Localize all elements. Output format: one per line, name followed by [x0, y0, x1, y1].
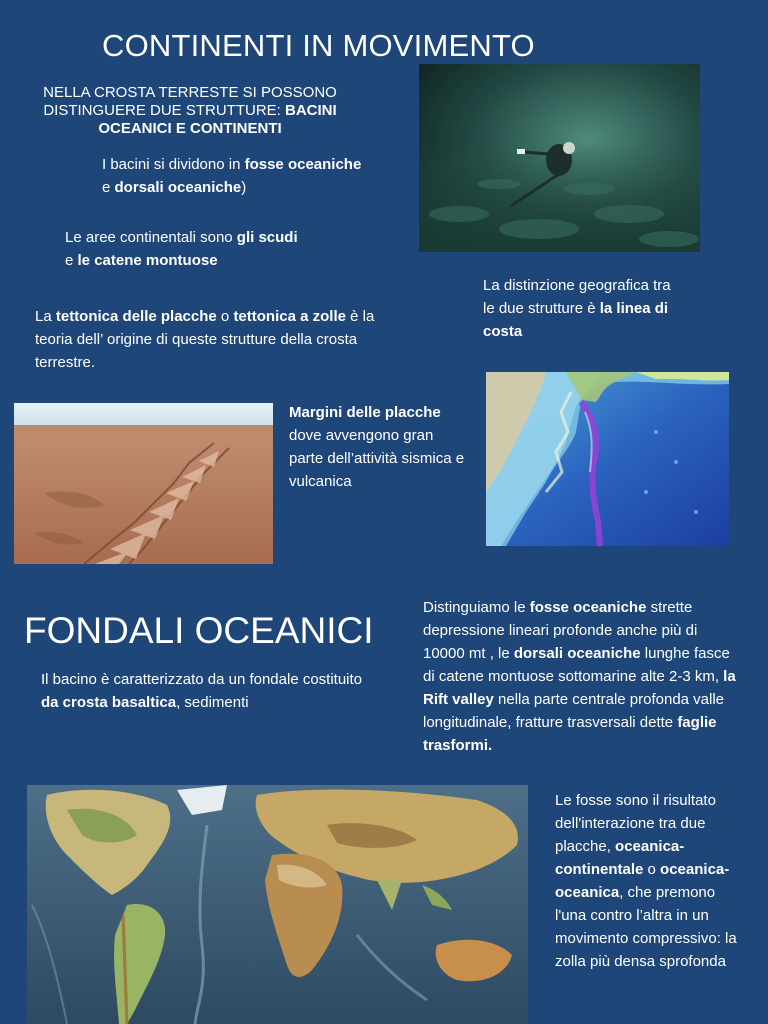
page-title: CONTINENTI IN MOVIMENTO	[102, 28, 535, 63]
fosse-text: Le fosse sono il risultato dell'interazione tra due placche, oceanica-continentale o oceanica-oceanica, che premono l'una contro l’altra in un movimento compressivo: la zolla più densa sprofonda	[555, 792, 737, 970]
underwater-diver-photo	[419, 64, 700, 252]
aree-text: Le aree continentali sono gli scudi e le catene montuose	[65, 229, 298, 269]
tettonica-text: La tettonica delle placche o tettonica a zolle è la teoria dell’ origine di queste strutture della crosta terrestre.	[35, 308, 375, 371]
bacino-text: Il bacino è caratterizzato da un fondale costituito da crosta basaltica, sedimenti	[41, 671, 363, 711]
distinzione-text: La distinzione geografica tra le due strutture è la linea di costa	[483, 277, 671, 340]
desert-fault-photo	[14, 403, 273, 564]
bacini-text: I bacini si dividono in fosse oceaniche e dorsali oceaniche)	[102, 156, 362, 196]
margini-text: Margini delle placche dove avvengono gran parte dell’attività sismica e vulcanica	[289, 404, 465, 490]
fondali-title: FONDALI OCEANICI	[24, 610, 374, 651]
intro-text	[30, 84, 350, 138]
intro-text-bold: BACINI OCEANICI E CONTINENTI	[98, 102, 337, 137]
bathymetric-map	[486, 372, 729, 546]
world-relief-map	[27, 785, 528, 1024]
intro-text-part: NELLA CROSTA TERRESTE SI POSSONO DISTINGUERE DUE STRUTTURE:	[43, 84, 337, 119]
distinguiamo-text: Distinguiamo le fosse oceaniche strette depressione lineari profonde anche più di 10000 mt , le dorsali oceaniche lunghe fasce di catene montuose sottomarine alte 2-3 km, la Rift valley nella parte centrale profonda valle longitudinale, fratture trasversali dette faglie trasformi.	[423, 599, 736, 754]
